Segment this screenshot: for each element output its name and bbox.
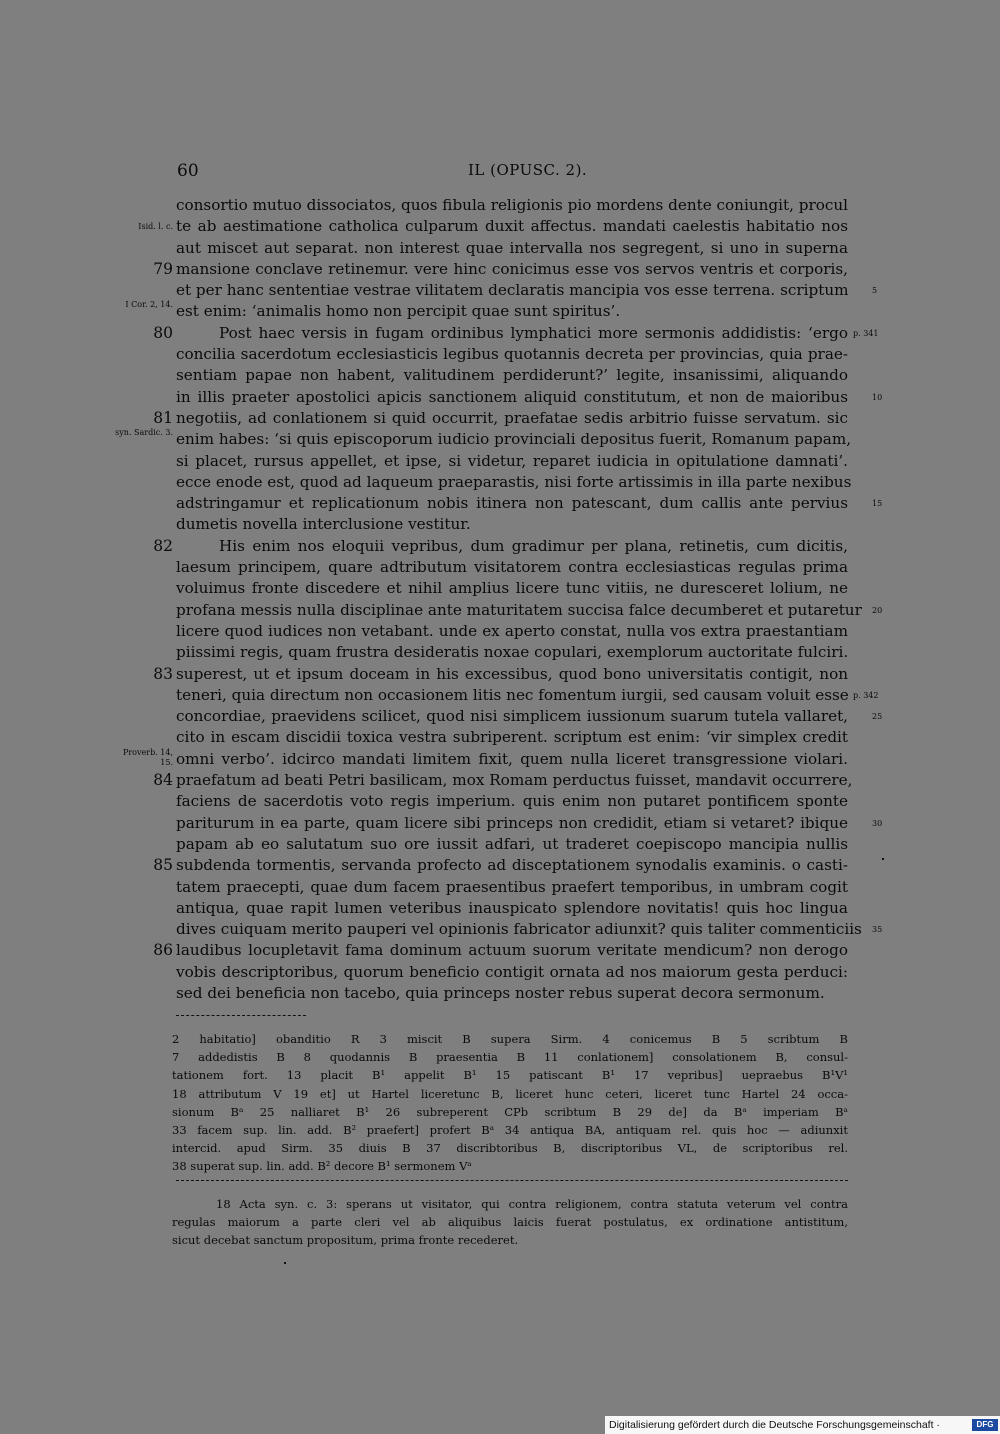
text-line	[0, 195, 1000, 216]
note-line: regulas maiorum a parte cleri vel ab aliquibus laicis fuerat postulatus, ex ordinatione antistitum,	[172, 1215, 848, 1230]
text-line	[0, 770, 1000, 791]
line-number: 25	[872, 712, 883, 722]
scripture-reference: syn. Sardic. 3.	[115, 428, 173, 438]
page-number: 60	[177, 161, 199, 181]
section-number: 86	[153, 941, 173, 960]
text-line	[0, 472, 1000, 493]
footer-text: Digitalisierung gefördert durch die Deutsche Forschungsgemeinschaft ·	[609, 1419, 940, 1431]
text-line	[0, 919, 1000, 940]
line-text: voluimus fronte discedere et nihil amplius licere tunc vitiis, ne duresceret lolium, ne	[176, 579, 848, 598]
line-text: licere quod iudices non vetabant. unde ex aperto constat, nulla vos extra praestantiam	[176, 621, 848, 640]
apparatus-line: 2 habitatio] obanditio R 3 miscit B supera Sirm. 4 conicemus B 5 scribtum B	[172, 1032, 848, 1046]
main-text	[0, 195, 1000, 1004]
text-line	[0, 898, 1000, 919]
speck	[882, 858, 884, 860]
section-number: 81	[153, 408, 173, 427]
line-text: vobis descriptoribus, quorum beneficio contigit ornata ad nos maiorum gesta perduci:	[176, 962, 848, 981]
text-line	[0, 238, 1000, 259]
line-text: omni verbo’. idcirco mandati limitem fixit, quem nulla liceret transgressione violari.	[176, 749, 848, 768]
scripture-reference: Isid. l. c.	[138, 222, 173, 232]
apparatus-divider	[176, 1015, 306, 1016]
text-line	[0, 706, 1000, 727]
line-text: adstringamur et replicationum nobis itinera non patescant, dum callis ante pervius	[176, 494, 848, 513]
scripture-reference: I Cor. 2, 14.	[125, 300, 173, 310]
section-number: 84	[153, 771, 173, 790]
text-line	[0, 451, 1000, 472]
text-line	[0, 983, 1000, 1004]
text-line	[0, 578, 1000, 599]
line-text: cito in escam discidii toxica vestra subriperent. scriptum est enim: ‘vir simplex credit	[176, 728, 848, 747]
text-line	[0, 834, 1000, 855]
text-line	[0, 301, 1000, 322]
line-text: dives cuiquam merito pauperi vel opinionis fabricator adiunxit? quis taliter commenticiis	[176, 920, 862, 939]
text-line	[0, 536, 1000, 557]
line-text: superest, ut et ipsum doceam in his excessibus, quod bono universitatis contigit, non	[176, 664, 848, 683]
line-text: sed dei beneficia non tacebo, quia princeps noster rebus superat decora sermonum.	[176, 983, 825, 1002]
text-line	[0, 259, 1000, 280]
line-number: 35	[872, 925, 883, 935]
section-number: 80	[153, 323, 173, 342]
line-text: sentiam papae non habent, valitudinem perdiderunt?’ legite, insanissimi, aliquando	[176, 366, 848, 385]
section-number: 83	[153, 664, 173, 683]
digitization-footer	[605, 1416, 1000, 1434]
line-text: concordiae, praevidens scilicet, quod nisi simplicem iussionum suarum tutela vallaret,	[176, 707, 848, 726]
line-text: profana messis nulla disciplinae ante maturitatem succisa falce decumberet et putaretur	[176, 600, 862, 619]
apparatus-line: 18 attributum V 19 et] ut Hartel liceretunc B, liceret hunc ceteri, liceret tunc Hartel 24 occa-	[172, 1086, 848, 1101]
text-line	[0, 962, 1000, 983]
section-number: 85	[153, 856, 173, 875]
line-number: 30	[872, 818, 883, 828]
text-line	[0, 813, 1000, 834]
line-text: subdenda tormentis, servanda profecto ad disceptationem synodalis examinis. o casti-	[176, 856, 848, 875]
line-text: tatem praecepti, quae dum facem praesentibus praefert temporibus, in umbram cogit	[176, 877, 848, 896]
text-line	[0, 940, 1000, 961]
text-line	[0, 749, 1000, 770]
line-text: et per hanc sententiae vestrae vilitatem declaratis mancipia vos esse terrena. scriptum	[176, 281, 849, 300]
text-line	[0, 664, 1000, 685]
line-text: praefatum ad beati Petri basilicam, mox Romam perductus fuisset, mandavit occurrere,	[176, 771, 853, 790]
page-header	[0, 161, 1000, 185]
line-text: concilia sacerdotum ecclesiasticis legibus quotannis decreta per provincias, quia prae-	[176, 345, 848, 364]
line-text: antiqua, quae rapit lumen veteribus inauspicato splendore novitatis! quis hoc lingua	[176, 898, 848, 917]
text-line	[0, 791, 1000, 812]
critical-apparatus	[172, 1030, 848, 1176]
text-line	[0, 344, 1000, 365]
apparatus-line: sionum Bᵃ 25 nalliaret B¹ 26 subreperent CPb scribtum B 29 de] da Bᵃ imperiam Bᵃ	[172, 1104, 848, 1119]
text-line	[0, 600, 1000, 621]
section-number: 79	[153, 259, 173, 278]
line-text: piissimi regis, quam frustra desideratis noxae copulari, exemplorum auctoritate fulciri.	[176, 643, 849, 662]
note-line: 18 Acta syn. c. 3: sperans ut visitator, qui contra religionem, contra statuta veterum vel contra	[216, 1197, 848, 1211]
text-line	[0, 685, 1000, 706]
line-text: ecce enode est, quod ad laqueum praeparastis, nisi forte artissimis in illa parte nexibus	[176, 472, 852, 491]
line-number: 20	[872, 605, 883, 615]
text-line	[0, 387, 1000, 408]
text-line	[0, 280, 1000, 301]
text-line	[0, 855, 1000, 876]
source-notes	[172, 1195, 848, 1250]
running-head: IL (OPUSC. 2).	[468, 161, 588, 179]
line-text: negotiis, ad conlationem si quid occurrit, praefatae sedis arbitrio fuisse servatum. sic	[176, 408, 848, 427]
text-line	[0, 429, 1000, 450]
apparatus-line: intercid. apud Sirm. 35 diuis B 37 discribtoribus B, discriptoribus VL, de scriptoribus rel.	[172, 1141, 848, 1156]
line-text: laudibus locupletavit fama dominum actuum suorum veritate mendicum? non derogo	[176, 941, 848, 960]
scripture-reference: Proverb. 14, 15.	[122, 747, 173, 767]
line-number: 5	[872, 286, 878, 296]
line-text: est enim: ‘animalis homo non percipit quae sunt spiritus’.	[176, 302, 621, 321]
line-text: enim habes: ‘si quis episcoporum iudicio provinciali depositus fuerit, Romanum papam,	[176, 430, 852, 449]
text-line	[0, 557, 1000, 578]
line-text: consortio mutuo dissociatos, quos fibula religionis pio mordens dente coniungit, procul	[176, 196, 848, 214]
text-line	[0, 493, 1000, 514]
line-text: His enim nos eloquii vepribus, dum gradimur per plana, retinetis, cum dicitis,	[219, 536, 848, 555]
line-text: aut miscet aut separat. non interest quae intervalla nos segregent, si uno in superna	[176, 238, 848, 257]
apparatus-line: 38 superat sup. lin. add. B² decore B¹ sermonem Vᵃ	[172, 1159, 472, 1174]
text-line	[0, 621, 1000, 642]
line-text: mansione conclave retinemur. vere hinc conicimus esse vos servos ventris et corporis,	[176, 259, 848, 278]
text-line	[0, 514, 1000, 535]
text-line	[0, 877, 1000, 898]
section-number: 82	[153, 536, 173, 555]
line-text: laesum principem, quare adtributum visitatorem contra ecclesiasticas regulas prima	[176, 558, 848, 577]
page-reference: p. 341	[853, 328, 879, 338]
text-line	[0, 365, 1000, 386]
note-line: sicut decebat sanctum propositum, prima fronte recederet.	[172, 1233, 519, 1248]
notes-divider	[176, 1180, 848, 1181]
line-text: papam ab eo salutatum suo ore iussit adfari, ut traderet coepiscopo mancipia nullis	[176, 834, 848, 853]
text-line	[0, 642, 1000, 663]
apparatus-line: 33 facem sup. lin. add. B² praefert] profert Bᵃ 34 antiqua BA, antiquam rel. quis hoc — adiunxit	[172, 1122, 848, 1137]
line-text: dumetis novella interclusione vestitur.	[176, 515, 471, 534]
line-text: in illis praeter apostolici apicis sanctionem aliquid constitutum, et non de maioribus	[176, 387, 848, 406]
speck	[284, 1262, 286, 1264]
text-line	[0, 216, 1000, 237]
line-text: faciens de sacerdotis voto regis imperium. quis enim non putaret pontificem sponte	[176, 792, 848, 811]
line-text: Post haec versis in fugam ordinibus lymphatici more sermonis addidistis: ‘ergo	[219, 323, 848, 342]
apparatus-line: tationem fort. 13 placit B¹ appelit B¹ 15 patiscant B¹ 17 vepribus] uepraebus B¹V¹	[172, 1068, 848, 1083]
line-text: teneri, quia directum non occasionem litis nec fomentum iurgii, sed causam voluit esse	[176, 685, 849, 704]
text-line	[0, 408, 1000, 429]
dfg-logo: DFG	[972, 1419, 998, 1431]
page-reference: p. 342	[853, 690, 879, 700]
line-number: 10	[872, 392, 883, 402]
line-text: te ab aestimatione catholica culparum duxit affectus. mandati caelestis habitatio nos	[176, 217, 848, 236]
apparatus-line: 7 addedistis B 8 quodannis B praesentia B 11 conlationem] consolationem B, consul-	[172, 1050, 848, 1065]
line-number: 15	[872, 499, 883, 509]
text-line	[0, 323, 1000, 344]
line-text: si placet, rursus appellet, et ipse, si videtur, reparet iudicia in opitulatione damnati’.	[176, 451, 848, 470]
line-text: pariturum in ea parte, quam licere sibi princeps non credidit, etiam si vetaret? ibique	[176, 813, 848, 832]
text-line	[0, 727, 1000, 748]
